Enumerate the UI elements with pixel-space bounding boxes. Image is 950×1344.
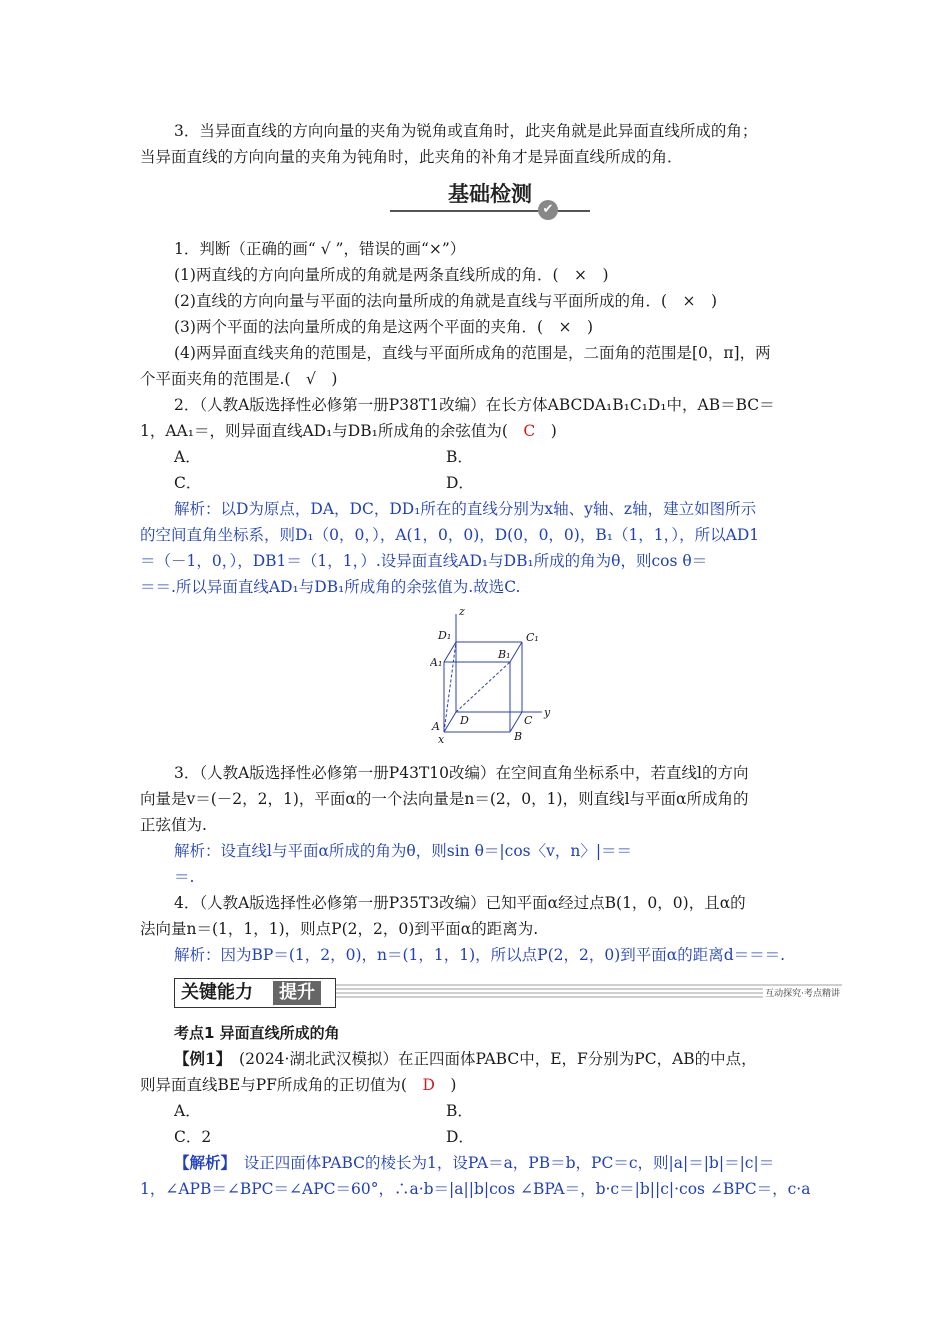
banner-underline bbox=[390, 210, 590, 212]
q2-solution-4: ＝＝.所以异面直线AD₁与DB₁所成角的余弦值为.故选C. bbox=[140, 578, 521, 596]
banner-title: 基础检测 bbox=[448, 182, 532, 206]
kp1-option-d: D． bbox=[446, 1128, 474, 1146]
label-z: z bbox=[459, 605, 465, 618]
section-banner-key-ability bbox=[140, 974, 840, 1014]
summary-line-2: 当异面直线的方向向量的夹角为钝角时，此夹角的补角才是异面直线所成的角． bbox=[140, 148, 683, 166]
solution-text-1: 设正四面体PABC的棱长为1，设PA＝a，PB＝b，PC＝c，则|a|＝|b|＝|c|＝ bbox=[228, 1154, 775, 1172]
label-a: A bbox=[432, 720, 440, 733]
diagonal-a-d1 bbox=[444, 642, 456, 732]
q2-line-2a: 1，AA₁＝，则异面直线AD₁与DB₁所成角的余弦值为( bbox=[140, 422, 524, 440]
example-text-2b: ) bbox=[434, 1076, 457, 1094]
cuboid-figure bbox=[140, 604, 812, 752]
label-d1: D₁ bbox=[438, 629, 452, 642]
banner-tag-text: 关键能力 bbox=[181, 982, 253, 1003]
example-text-2a: 则异面直线BE与PF所成角的正切值为( bbox=[140, 1076, 423, 1094]
q1-item-4b: 个平面夹角的范围是.( √ ) bbox=[140, 370, 338, 388]
kp1-title: 考点1 异面直线所成的角 bbox=[174, 1024, 340, 1042]
q4-line-2: 法向量n＝(1，1，1)，则点P(2，2，0)到平面α的距离为. bbox=[140, 920, 539, 938]
example-label: 【例1】 bbox=[174, 1049, 224, 1068]
q2-options-row-1 bbox=[140, 444, 812, 470]
q2-solution-3: ＝（－1，0，），DB1＝（1，1，）.设异面直线AD₁与DB₁所成的角为θ，则cos θ＝ bbox=[140, 552, 708, 570]
q2-line-1: 2．（人教A版选择性必修第一册P38T1改编）在长方体ABCDA₁B₁C₁D₁中，AB＝BC＝ bbox=[174, 396, 775, 414]
label-y: y bbox=[544, 706, 551, 719]
q2-option-d: D． bbox=[446, 474, 474, 492]
edge-b1-c1 bbox=[510, 642, 522, 662]
q1-item-4a: (4)两异面直线夹角的范围是，直线与平面所成角的范围是，二面角的范围是[0，π]，两 bbox=[174, 344, 771, 362]
q3-line-2: 向量是v＝(－2，2，1)，平面α的一个法向量是n＝(2，0，1)，则直线l与平面α所成角的 bbox=[140, 790, 749, 808]
kp1-solution-line-2: 1，∠APB＝∠BPC＝∠APC＝60°，∴a·b＝|a||b|cos ∠BPA＝，b·c＝|b||c|·cos ∠BPC＝，c·a bbox=[140, 1180, 811, 1198]
q1-item-1: (1)两直线的方向向量所成的角就是两条直线所成的角．( × ) bbox=[174, 266, 609, 284]
q2-solution-1: 解析：以D为原点，DA，DC，DD₁所在的直线分别为x轴、y轴、z轴，建立如图所示 bbox=[174, 500, 757, 518]
label-c: C bbox=[524, 714, 533, 727]
q2-solution-2: 的空间直角坐标系，则D₁（0，0，），A(1，0，0)，D(0，0，0)，B₁（1，1，），所以AD1 bbox=[140, 526, 760, 544]
kp1-answer: D bbox=[422, 1076, 435, 1094]
q3-line-1: 3．（人教A版选择性必修第一册P43T10改编）在空间直角坐标系中，若直线l的方向 bbox=[174, 764, 749, 782]
kp1-example-line-1 bbox=[140, 1046, 812, 1072]
q2-options-row-2 bbox=[140, 470, 812, 496]
summary-line-1: 3．当异面直线的方向向量的夹角为锐角或直角时，此夹角就是此异面直线所成的角； bbox=[174, 122, 758, 140]
q2-option-c: C． bbox=[174, 474, 202, 492]
label-b1: B₁ bbox=[498, 648, 511, 661]
kp1-option-b: B． bbox=[446, 1102, 473, 1120]
q1-item-3: (3)两个平面的法向量所成的角是这两个平面的夹角．( × ) bbox=[174, 318, 594, 336]
q1-stem: 1．判断（正确的画“ √ ”，错误的画“×”） bbox=[174, 240, 466, 258]
q2-line-2 bbox=[140, 418, 812, 444]
banner-subtitle: 互动探究·考点精讲 bbox=[763, 986, 842, 999]
document-page bbox=[140, 118, 840, 1202]
kp1-options-row-1 bbox=[140, 1098, 812, 1124]
cuboid-diagram bbox=[430, 604, 560, 744]
kp1-option-c: C．2 bbox=[174, 1128, 212, 1146]
label-b: B bbox=[514, 730, 523, 743]
q3-solution-1: 解析：设直线l与平面α所成的角为θ，则sin θ＝|cos〈v，n〉|＝＝ bbox=[174, 842, 633, 860]
banner-tag bbox=[174, 978, 336, 1008]
section-banner-basic-test bbox=[140, 178, 812, 226]
kp1-option-a: A． bbox=[174, 1102, 201, 1120]
label-d: D bbox=[460, 714, 469, 727]
q2-answer: C bbox=[523, 422, 536, 440]
q2-option-b: B． bbox=[446, 448, 473, 466]
label-c1: C₁ bbox=[526, 631, 539, 644]
q4-solution: 解析：因为BP＝(1，2，0)，n＝(1，1，1)，所以点P(2，2，0)到平面α的距离d＝＝＝. bbox=[174, 946, 786, 964]
q4-line-1: 4．（人教A版选择性必修第一册P35T3改编）已知平面α经过点B(1，0，0)，且α的 bbox=[174, 894, 746, 912]
kp1-example-line-2 bbox=[140, 1072, 812, 1098]
q3-line-3: 正弦值为. bbox=[140, 816, 207, 834]
example-text-1: (2024·湖北武汉模拟）在正四面体PABC中，E，F分别为PC，AB的中点， bbox=[223, 1050, 757, 1068]
edge-b-c bbox=[510, 712, 522, 732]
solution-label: 【解析】 bbox=[174, 1153, 229, 1172]
banner-tag-highlight: 提升 bbox=[273, 981, 321, 1005]
q2-option-a: A． bbox=[174, 448, 201, 466]
kp1-options-row-2 bbox=[140, 1124, 812, 1150]
q2-line-2b: ) bbox=[535, 422, 557, 440]
label-x: x bbox=[438, 733, 445, 744]
kp1-solution-line-1 bbox=[140, 1150, 812, 1176]
check-icon: ✔ bbox=[538, 200, 558, 220]
q1-item-2: (2)直线的方向向量与平面的法向量所成的角就是直线与平面所成的角．( × ) bbox=[174, 292, 718, 310]
label-a1: A₁ bbox=[430, 656, 443, 669]
diagonal-d-b1 bbox=[456, 662, 510, 712]
q3-solution-2: ＝. bbox=[174, 868, 195, 886]
